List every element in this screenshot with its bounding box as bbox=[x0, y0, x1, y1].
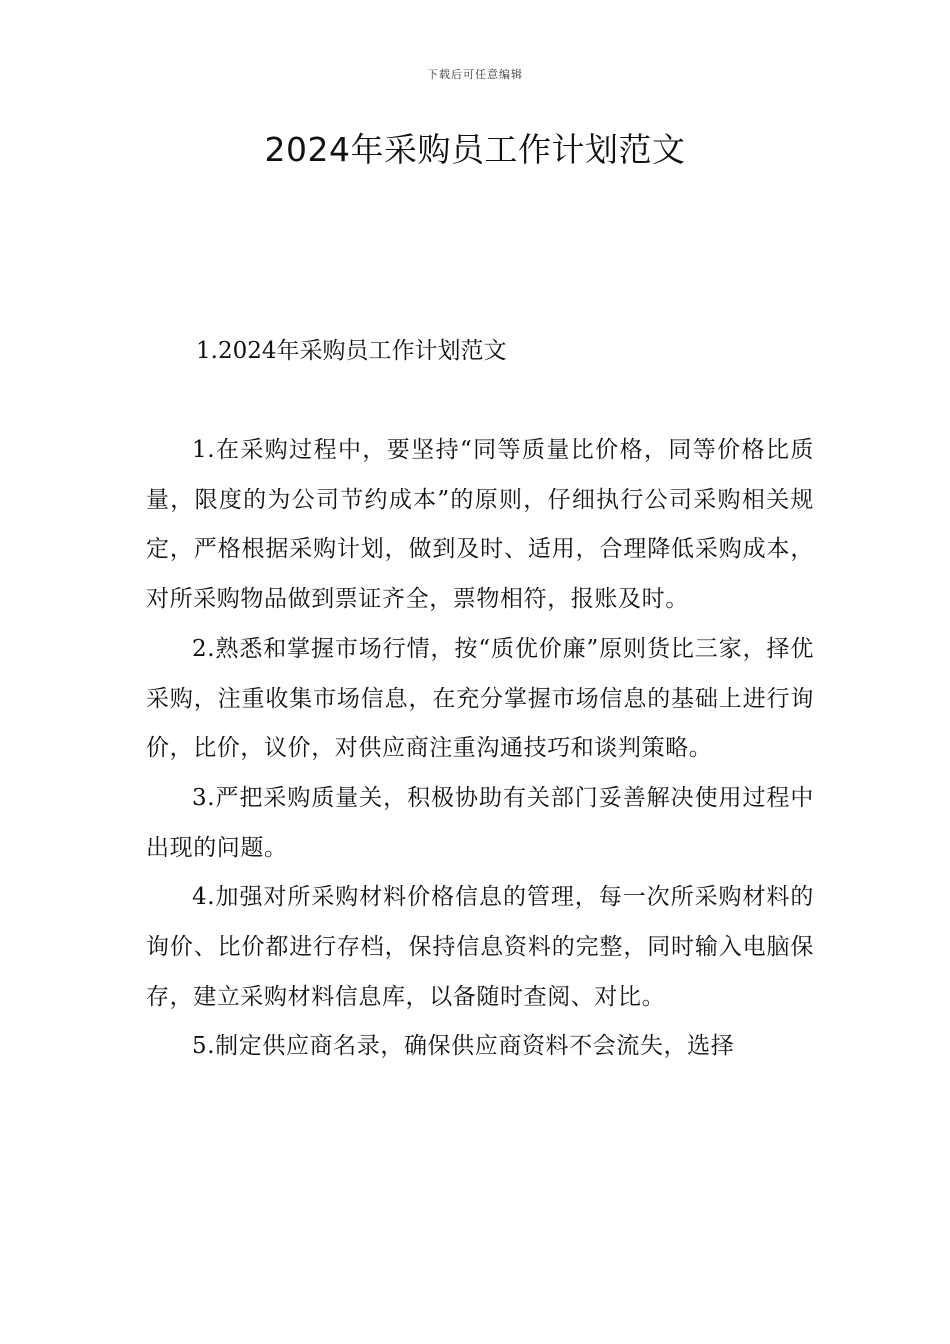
paragraph-2: 2.熟悉和掌握市场行情，按“质优价廉”原则货比三家，择优采购，注重收集市场信息，在充分掌握市场信息的基础上进行询价，比价，议价，对供应商注重沟通技巧和谈判策略。 bbox=[146, 635, 814, 762]
document-title: 2024年采购员工作计划范文 bbox=[264, 130, 686, 169]
header-note: 下载后可任意编辑 bbox=[427, 68, 523, 81]
paragraph-3: 3.严把采购质量关，积极协助有关部门妥善解决使用过程中出现的问题。 bbox=[146, 784, 814, 861]
section-heading: 1.2024年采购员工作计划范文 bbox=[196, 338, 507, 364]
document-body bbox=[146, 426, 814, 1072]
paragraph-5: 5.制定供应商名录，确保供应商资料不会流失，选择 bbox=[192, 1033, 735, 1060]
paragraph-4: 4.加强对所采购材料价格信息的管理，每一次所采购材料的询价、比价都进行存档，保持信息资料的完整，同时输入电脑保存，建立采购材料信息库，以备随时查阅、对比。 bbox=[146, 884, 814, 1010]
paragraph-1: 1.在采购过程中，要坚持“同等质量比价格，同等价格比质量，限度的为公司节约成本”的原则，仔细执行公司采购相关规定，严格根据采购计划，做到及时、适用，合理降低采购成本，对所采购物品做到票证齐全，票物相符，报账及时。 bbox=[146, 437, 814, 613]
